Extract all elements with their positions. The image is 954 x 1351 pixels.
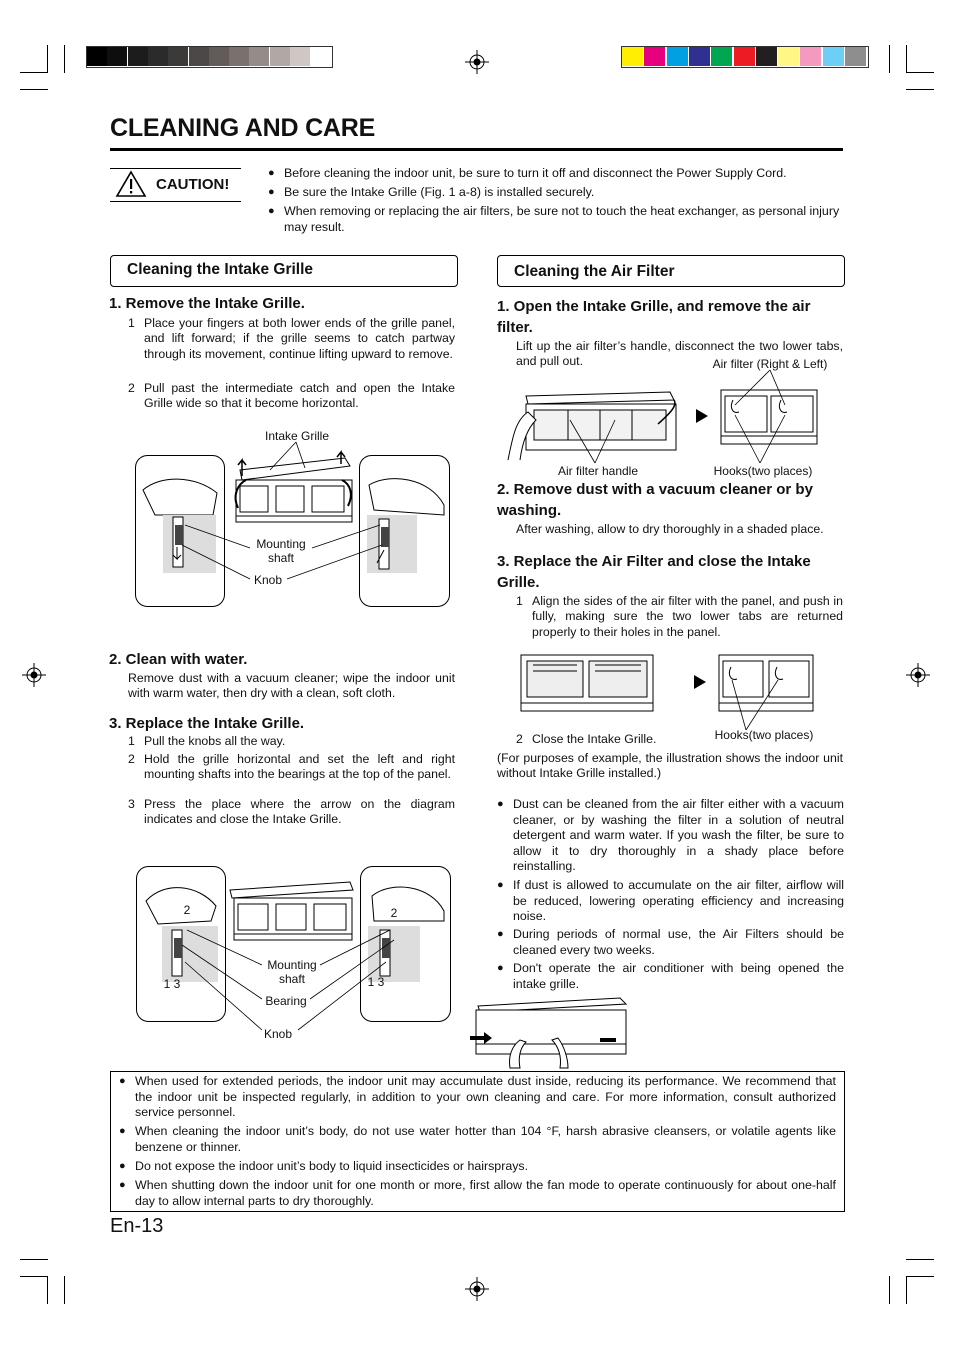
caution-label: CAUTION!: [156, 176, 230, 193]
bullet-icon: ●: [497, 798, 504, 810]
hooks-label: Hooks(two places): [713, 464, 813, 478]
list-item: ● When cleaning the indoor unit’s body, do not use water hotter than 104 °F, harsh abrasive cleansers, or volatile agents like benzene or thinner.: [119, 1124, 836, 1154]
air-filter-label: Air filter (Right & Left): [712, 357, 828, 371]
air-filter-handle-label: Air filter handle: [557, 464, 639, 478]
page-title: CLEANING AND CARE: [110, 114, 376, 142]
list-item: ● When shutting down the indoor unit for one month or more, first allow the fan mode to operate continuously for about one-half day to allow internal parts to dry thoroughly.: [119, 1178, 836, 1208]
list-item: ● Do not expose the indoor unit’s body to liquid insecticides or hairsprays.: [119, 1159, 529, 1173]
knob-label: Knob: [253, 573, 283, 587]
number-label: 2: [183, 903, 191, 917]
mounting-shaft-label: Mounting shaft: [256, 537, 306, 565]
step-text: Remove dust with a vacuum cleaner; wipe the indoor unit with warm water, then dry with a clean, soft cloth.: [128, 671, 455, 701]
list-item: ● When used for extended periods, the indoor unit may accumulate dust inside, reducing its performance. We recommend that the indoor unit be inspected regularly, in addition to your own cleaning and care. For more information, consult authorized service personnel.: [119, 1074, 836, 1119]
step-heading: 2. Remove dust with a vacuum cleaner or by washing.: [497, 481, 813, 519]
bullet-icon: ●: [268, 186, 275, 198]
list-item: ● If dust is allowed to accumulate on the air filter, airflow will be reduced, lowering operating efficiency and increasing noise.: [497, 878, 844, 923]
number-label: 2: [390, 906, 398, 920]
section-title: Cleaning the Intake Grille: [127, 261, 314, 278]
list-item: ● Don't operate the air conditioner with being opened the intake grille.: [497, 961, 844, 991]
step-heading: 2. Clean with water.: [109, 651, 248, 668]
list-item: ● During periods of normal use, the Air Filters should be cleaned every two weeks.: [497, 927, 844, 957]
step-heading: 3. Replace the Intake Grille.: [109, 715, 305, 732]
step-heading: 1. Open the Intake Grille, and remove the air filter.: [497, 298, 811, 336]
bullet-icon: ●: [497, 962, 504, 974]
bullet-icon: ●: [119, 1179, 126, 1191]
list-item: ● Dust can be cleaned from the air filter either with a vacuum cleaner, or by washing the filter in a solution of neutral detergent and warm water. If you wash the filter, be sure to allow it to dry thoroughly in a shady place before reinstalling.: [497, 797, 844, 873]
section-title: Cleaning the Air Filter: [514, 263, 675, 280]
bullet-icon: ●: [497, 928, 504, 940]
bullet-icon: ●: [268, 167, 275, 179]
step-heading: 3. Replace the Air Filter and close the Intake Grille.: [497, 553, 811, 591]
bullet-icon: ●: [268, 205, 275, 217]
notes-box: [110, 1071, 845, 1212]
number-label: 1 3: [367, 975, 385, 989]
hooks-label: Hooks(two places): [714, 728, 814, 742]
list-item: ● Before cleaning the indoor unit, be sure to turn it off and disconnect the Power Supply Cord.: [268, 166, 787, 180]
list-item: ● Be sure the Intake Grille (Fig. 1 a-8) is installed securely.: [268, 185, 595, 199]
bullet-icon: ●: [119, 1160, 126, 1172]
bullet-icon: ●: [119, 1075, 126, 1087]
step-text: After washing, allow to dry thoroughly in a shaded place.: [516, 522, 824, 536]
intake-grille-label: Intake Grille: [264, 429, 330, 443]
page-number: En-13: [110, 1215, 164, 1237]
hands-on-unit-illustration: [470, 996, 630, 1068]
bearing-label: Bearing: [265, 994, 307, 1008]
list-item: ● When removing or replacing the air filters, be sure not to touch the heat exchanger, as personal injury may result.: [268, 204, 840, 234]
bullet-icon: ●: [497, 879, 504, 891]
step-heading: 1. Remove the Intake Grille.: [109, 295, 305, 312]
example-note: (For purposes of example, the illustration shows the indoor unit without Intake Grille installed.): [497, 751, 843, 781]
bullet-icon: ●: [119, 1125, 126, 1137]
step-text: Lift up the air filter’s handle, disconnect the two lower tabs, and pull out.: [516, 339, 843, 369]
mounting-shaft-label: Mounting shaft: [267, 958, 317, 986]
knob-label: Knob: [263, 1027, 293, 1041]
number-label: 1 3: [163, 977, 181, 991]
